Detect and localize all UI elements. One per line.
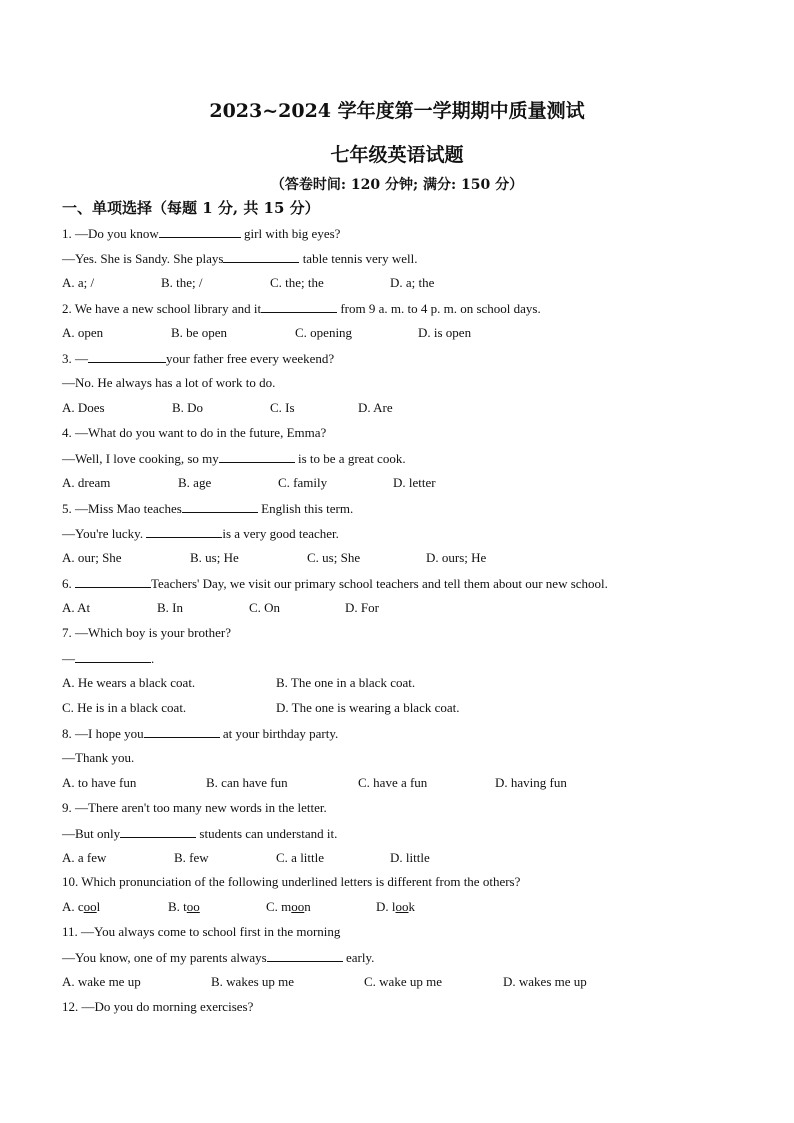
option-c: C. He is in a black coat. bbox=[62, 700, 187, 715]
answer-blank bbox=[88, 349, 166, 363]
answer-blank bbox=[120, 824, 196, 838]
question-4-reply: —Well, I love cooking, so my is to be a great cook. bbox=[62, 451, 406, 466]
option-a: A. a; / bbox=[62, 275, 95, 290]
question-3-stem: 3. — your father free every weekend? bbox=[62, 351, 335, 366]
option-d: D. Are bbox=[358, 400, 393, 415]
section-heading: 一、单项选择（每题 1 分, 共 15 分） bbox=[62, 199, 320, 217]
answer-blank bbox=[75, 649, 151, 663]
exam-title: 2023~2024 学年度第一学期期中质量测试 bbox=[209, 100, 585, 122]
option-b: B. wakes up me bbox=[211, 974, 295, 989]
option-b: B. In bbox=[157, 600, 183, 615]
option-c: C. moon bbox=[266, 899, 311, 914]
question-5-stem: 5. —Miss Mao teaches English this term. bbox=[62, 501, 354, 516]
option-a: A. He wears a black coat. bbox=[62, 675, 196, 690]
option-a: A. cool bbox=[62, 899, 101, 914]
option-d: D. is open bbox=[418, 325, 472, 340]
question-7-stem: 7. —Which boy is your brother? bbox=[62, 625, 231, 640]
option-b: B. too bbox=[168, 899, 200, 914]
question-4-stem: 4. —What do you want to do in the future, Emma? bbox=[62, 425, 327, 440]
answer-blank bbox=[144, 724, 220, 738]
question-6-stem: 6. Teachers' Day, we visit our primary school teachers and tell them about our new school. bbox=[62, 576, 608, 591]
option-d: D. having fun bbox=[495, 775, 567, 790]
question-8-stem: 8. —I hope you at your birthday party. bbox=[62, 726, 339, 741]
option-d: D. The one is wearing a black coat. bbox=[276, 700, 460, 715]
answer-blank bbox=[223, 249, 299, 263]
option-c: C. wake up me bbox=[364, 974, 442, 989]
option-d: D. ours; He bbox=[426, 550, 487, 565]
question-3-reply: —No. He always has a lot of work to do. bbox=[62, 375, 276, 390]
option-d: D. a; the bbox=[390, 275, 435, 290]
option-a: A. a few bbox=[62, 850, 107, 865]
option-b: B. Do bbox=[172, 400, 204, 415]
question-1-reply: —Yes. She is Sandy. She plays table tennis very well. bbox=[62, 251, 418, 266]
answer-blank bbox=[159, 224, 241, 238]
option-b: B. the; / bbox=[161, 275, 203, 290]
option-a: A. wake me up bbox=[62, 974, 141, 989]
option-c: C. On bbox=[249, 600, 281, 615]
answer-blank bbox=[75, 574, 151, 588]
question-9-stem: 9. —There aren't too many new words in the letter. bbox=[62, 800, 327, 815]
answer-blank bbox=[146, 524, 222, 538]
option-a: A. At bbox=[62, 600, 91, 615]
question-12-stem: 12. —Do you do morning exercises? bbox=[62, 999, 254, 1014]
answer-blank bbox=[261, 299, 337, 313]
option-b: B. The one in a black coat. bbox=[276, 675, 416, 690]
option-d: D. little bbox=[390, 850, 430, 865]
question-7-reply: — . bbox=[62, 651, 155, 666]
option-d: D. For bbox=[345, 600, 379, 615]
option-b: B. us; He bbox=[190, 550, 239, 565]
answer-blank bbox=[182, 499, 258, 513]
option-c: C. Is bbox=[270, 400, 295, 415]
question-11-stem: 11. —You always come to school first in the morning bbox=[62, 924, 341, 939]
exam-subtitle: 七年级英语试题 bbox=[330, 144, 464, 166]
question-10-stem: 10. Which pronunciation of the following underlined letters is different from the others? bbox=[62, 874, 521, 889]
option-d: D. letter bbox=[393, 475, 436, 490]
question-2-stem: 2. We have a new school library and it from 9 a. m. to 4 p. m. on school days. bbox=[62, 301, 541, 316]
option-b: B. few bbox=[174, 850, 209, 865]
option-d: D. wakes me up bbox=[503, 974, 587, 989]
question-8-reply: —Thank you. bbox=[62, 750, 135, 765]
option-c: C. family bbox=[278, 475, 328, 490]
option-b: B. age bbox=[178, 475, 212, 490]
question-1-stem: 1. —Do you know girl with big eyes? bbox=[62, 226, 341, 241]
exam-info: （答卷时间: 120 分钟; 满分: 150 分） bbox=[270, 177, 524, 193]
option-a: A. open bbox=[62, 325, 104, 340]
option-c: C. opening bbox=[295, 325, 353, 340]
question-9-reply: —But only students can understand it. bbox=[62, 826, 338, 841]
option-a: A. our; She bbox=[62, 550, 122, 565]
answer-blank bbox=[219, 449, 295, 463]
option-d: D. look bbox=[376, 899, 415, 914]
answer-blank bbox=[267, 948, 343, 962]
question-5-reply: —You're lucky. is a very good teacher. bbox=[62, 526, 339, 541]
option-a: A. to have fun bbox=[62, 775, 137, 790]
option-c: C. us; She bbox=[307, 550, 361, 565]
option-a: A. dream bbox=[62, 475, 111, 490]
option-c: C. a little bbox=[276, 850, 325, 865]
option-b: B. can have fun bbox=[206, 775, 288, 790]
option-b: B. be open bbox=[171, 325, 227, 340]
question-11-reply: —You know, one of my parents always early. bbox=[62, 950, 375, 965]
option-c: C. have a fun bbox=[358, 775, 428, 790]
option-c: C. the; the bbox=[270, 275, 324, 290]
option-a: A. Does bbox=[62, 400, 105, 415]
